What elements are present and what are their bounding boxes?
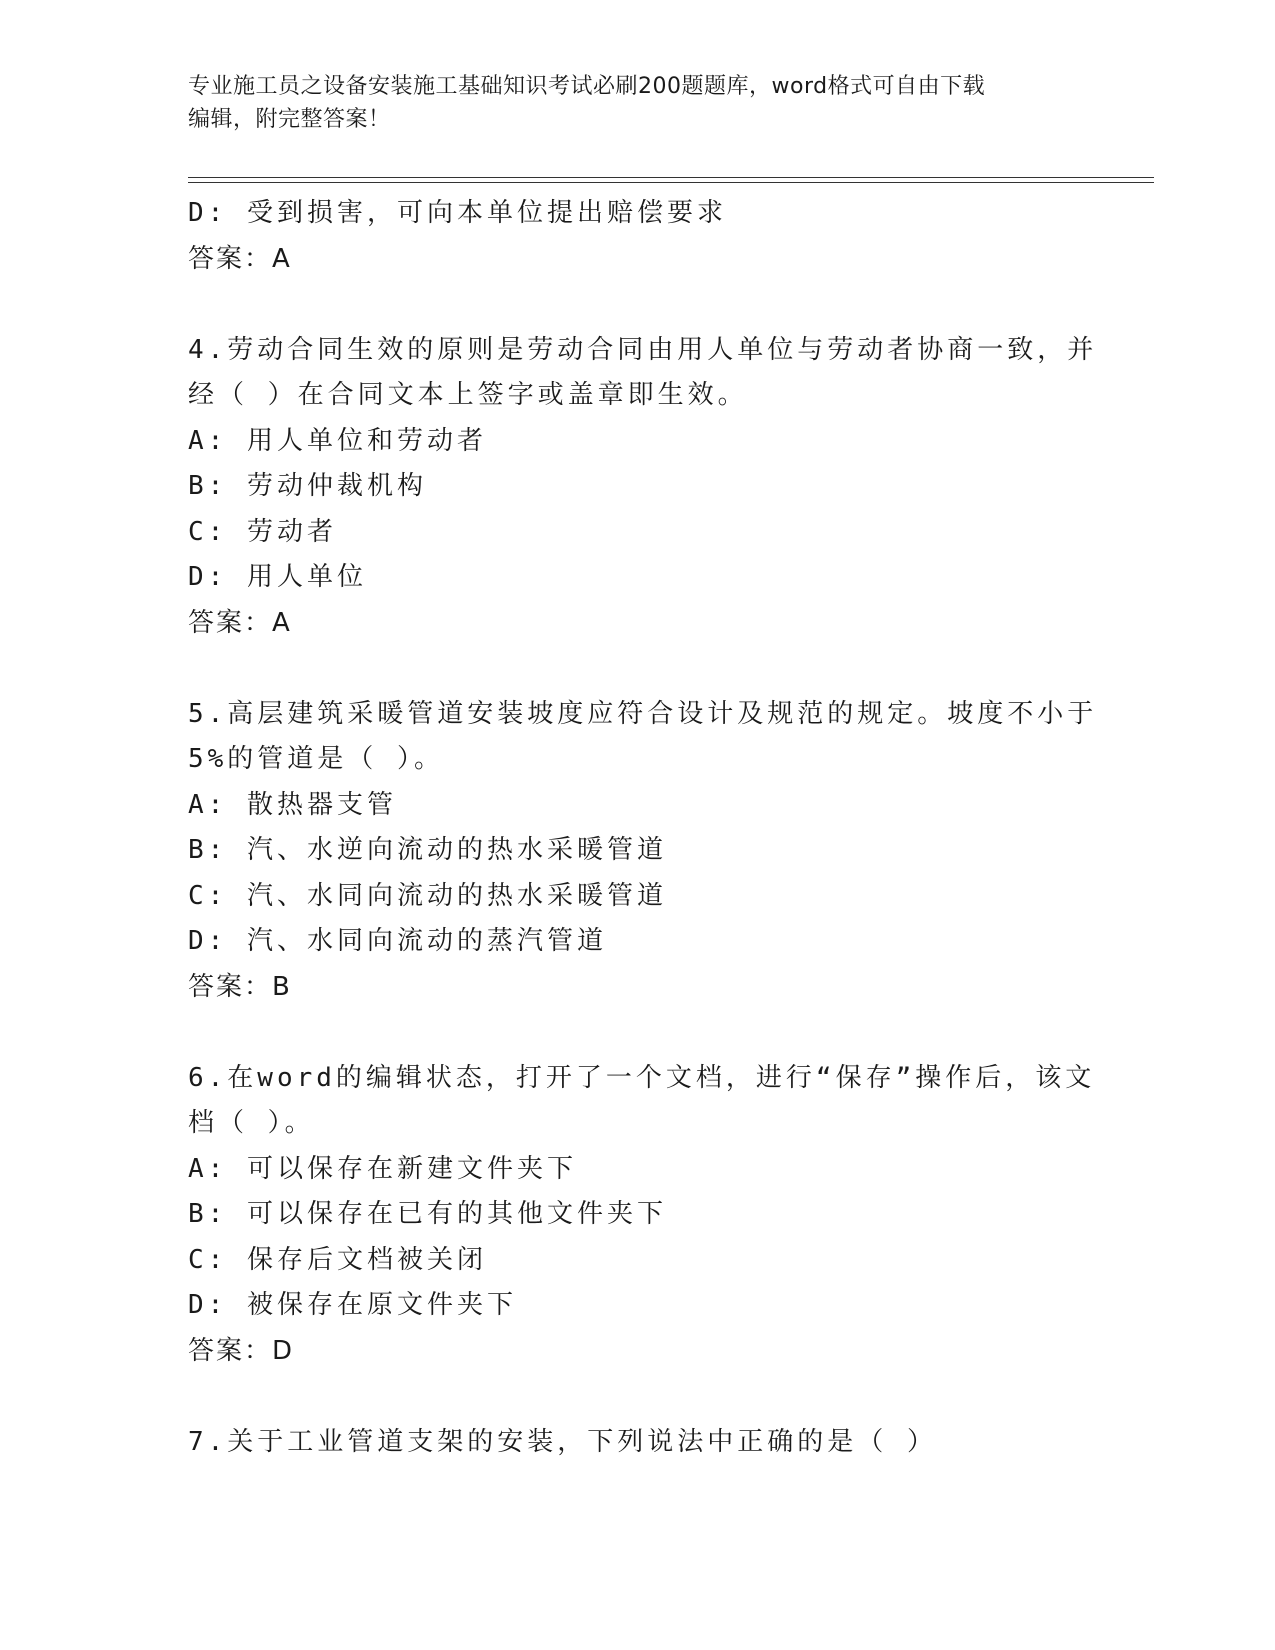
question-stem-cont: 档（ ）。 xyxy=(188,1108,315,1138)
prev-option-d: D: 受到损害，可向本单位提出赔偿要求 xyxy=(188,198,727,228)
document-header xyxy=(188,70,1088,136)
option-c: C: 汽、水同向流动的热水采暖管道 xyxy=(188,880,667,911)
header-title-line1: 专业施工员之设备安装施工基础知识考试必刷200题题库，word格式可自由下载 xyxy=(188,74,986,99)
prev-answer: 答案：A xyxy=(188,243,292,274)
header-title-line2: 编辑，附完整答案！ xyxy=(188,107,391,132)
question-6 xyxy=(188,1056,1096,1375)
answer: 答案：D xyxy=(188,1335,295,1366)
question-stem: 6.在word的编辑状态，打开了一个文档，进行“保存”操作后，该文 xyxy=(188,1062,1096,1093)
document-body xyxy=(188,191,1098,1465)
option-d: D: 汽、水同向流动的蒸汽管道 xyxy=(188,926,607,956)
option-b: B: 劳动仲裁机构 xyxy=(188,471,427,501)
option-a: A: 可以保存在新建文件夹下 xyxy=(188,1153,577,1184)
option-a: A: 散热器支管 xyxy=(188,789,397,820)
option-b: B: 可以保存在已有的其他文件夹下 xyxy=(188,1199,667,1229)
option-b: B: 汽、水逆向流动的热水采暖管道 xyxy=(188,835,667,865)
header-divider-bottom xyxy=(188,182,1154,183)
question-stem: 5.高层建筑采暖管道安装坡度应符合设计及规范的规定。坡度不小于 xyxy=(188,698,1098,729)
question-4 xyxy=(188,328,1098,647)
question-stem-cont: 5%的管道是（ ）。 xyxy=(188,744,444,774)
question-stem: 7.关于工业管道支架的安装，下列说法中正确的是（ ） xyxy=(188,1426,937,1457)
option-a: A: 用人单位和劳动者 xyxy=(188,425,487,456)
answer: 答案：B xyxy=(188,971,292,1002)
answer: 答案：A xyxy=(188,607,292,638)
question-5 xyxy=(188,692,1098,1011)
option-c: C: 保存后文档被关闭 xyxy=(188,1244,487,1275)
question-stem-cont: 经（ ）在合同文本上签字或盖章即生效。 xyxy=(188,380,748,410)
option-d: D: 用人单位 xyxy=(188,562,367,592)
option-d: D: 被保存在原文件夹下 xyxy=(188,1290,517,1320)
question-7 xyxy=(188,1420,1088,1466)
option-c: C: 劳动者 xyxy=(188,516,337,547)
question-stem: 4.劳动合同生效的原则是劳动合同由用人单位与劳动者协商一致，并 xyxy=(188,334,1098,365)
header-divider-top xyxy=(188,177,1154,178)
